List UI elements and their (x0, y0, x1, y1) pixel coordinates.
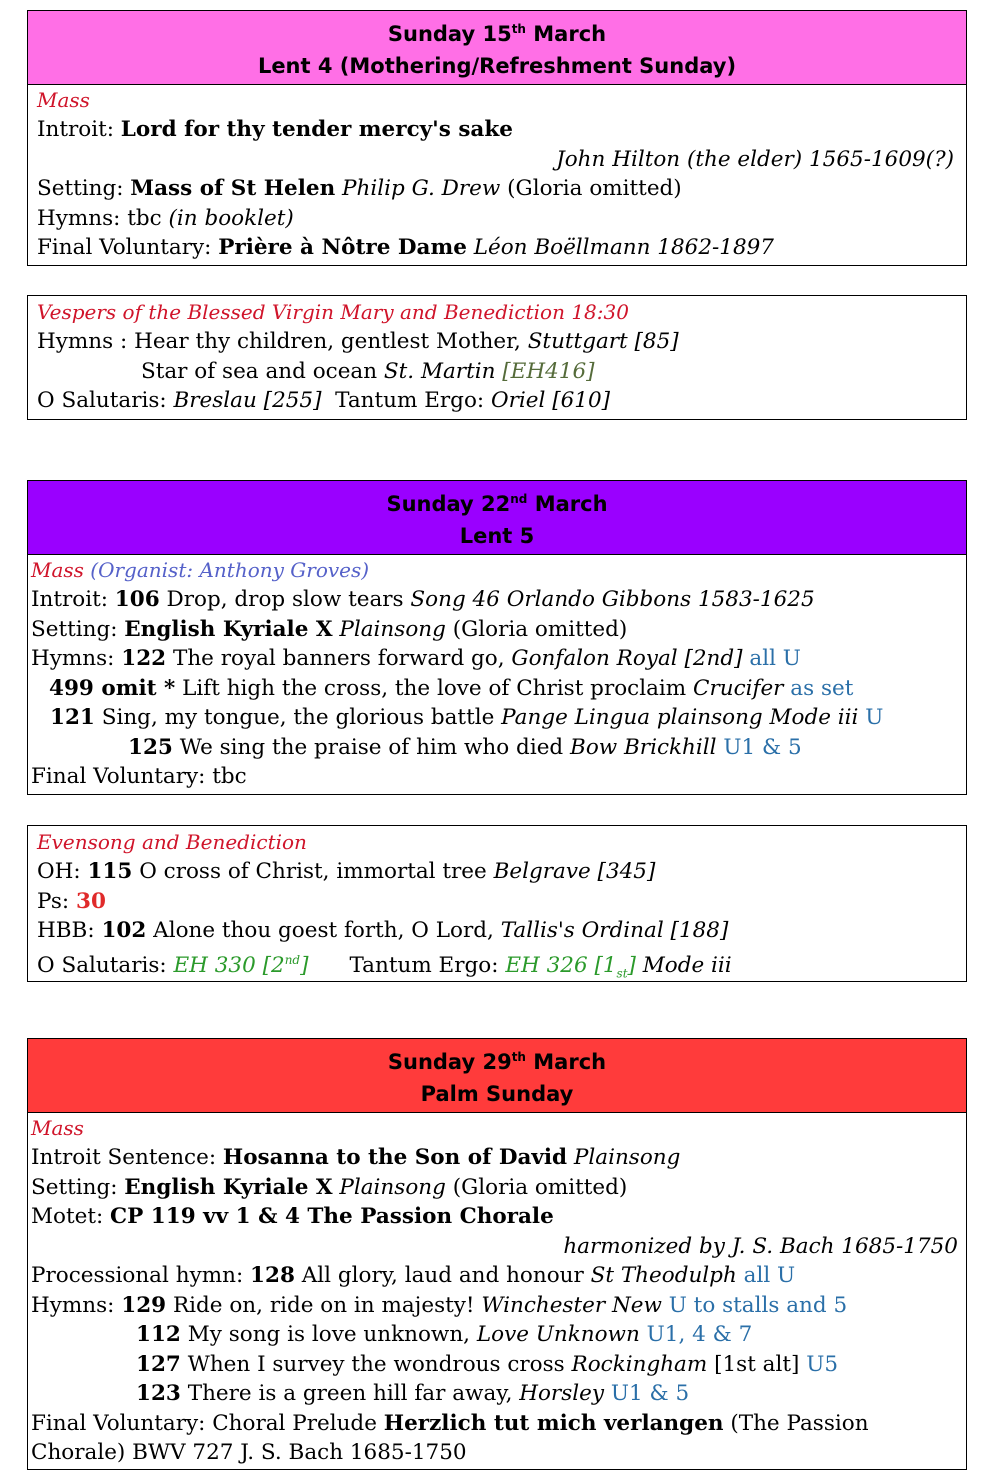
text: Lift high the cross, the love of Christ proclaim (175, 675, 693, 701)
tune: Horsley (519, 1381, 604, 1406)
tune: Winchester New (481, 1292, 662, 1318)
label: Hymns: (31, 1292, 122, 1318)
label: Introit: (37, 117, 121, 142)
date-text: Sunday 29 (387, 1050, 512, 1074)
mode: Mode iii (635, 952, 732, 978)
section-title: Vespers of the Blessed Virgin Mary and Benediction 18:30 (37, 300, 629, 324)
organist-note: (Organist: Anthony Groves) (83, 558, 370, 582)
piece-title: Lord for thy tender mercy's sake (120, 117, 513, 142)
setting-line (31, 615, 966, 645)
evensong-box (27, 825, 967, 982)
label: Ps: (37, 888, 77, 914)
performance-note: as set (783, 675, 854, 701)
performance-note: U (858, 705, 884, 730)
final-voluntary-line (31, 1409, 966, 1439)
tune: Plainsong (332, 1174, 446, 1200)
performance-note: U1 & 5 (604, 1381, 690, 1406)
tune-text: EH 330 [2 (173, 952, 285, 978)
tune-sup: nd (284, 952, 301, 967)
label: Introit Sentence: (31, 1145, 223, 1170)
text: There is a green hill far away, (180, 1381, 520, 1406)
label: O Salutaris: (37, 388, 174, 413)
benediction-line (37, 386, 966, 416)
tune: Plainsong (332, 616, 446, 642)
tune-close: ] (627, 952, 636, 978)
tune: Tallis's Ordinal [188] (500, 918, 729, 943)
text: Ride on, ride on in majesty! (166, 1292, 482, 1318)
hymn-number: 128 (250, 1263, 295, 1288)
ref: [EH416] (495, 358, 595, 384)
hymn-number: 123 (136, 1381, 181, 1406)
date-month: March (525, 22, 607, 46)
performance-note: all U (736, 1263, 796, 1288)
composer: Philip G. Drew (335, 176, 501, 201)
lent4-title: Lent 4 (Mothering/Refreshment Sunday) (257, 54, 737, 78)
tune: Belgrave [345] (493, 859, 656, 884)
alt-note: [1st alt] (707, 1351, 800, 1377)
date-text: Sunday 22 (386, 492, 511, 516)
hymn-line (31, 703, 966, 733)
section-title: Mass (37, 88, 90, 112)
final-voluntary-line (37, 233, 966, 263)
hbb-line (37, 916, 966, 946)
tune: Stuttgart [85] (527, 329, 679, 354)
hymns-line (37, 204, 966, 234)
date-month: March (525, 1050, 607, 1074)
tune: St Theodulph (590, 1263, 737, 1288)
label: Final Voluntary: Choral Prelude (31, 1410, 384, 1436)
hymn-line (31, 733, 966, 763)
hymn-number: 125 (128, 734, 173, 760)
note: (The Passion (723, 1410, 869, 1436)
motet-line (31, 1202, 966, 1232)
date-sup: nd (510, 492, 528, 506)
label: Setting: (31, 1174, 125, 1200)
hymn-number: 127 (136, 1351, 181, 1377)
text: Hymns : Hear thy children, gentlest Mother, (37, 329, 528, 354)
lent5-date (28, 483, 966, 520)
label: HBB: (37, 918, 102, 943)
performance-note: U1 & 5 (716, 734, 802, 760)
text: The royal banners forward go, (166, 646, 512, 671)
piece-title: Herzlich tut mich verlangen (383, 1410, 724, 1436)
section-title: Mass (31, 1116, 84, 1140)
text: Star of sea and ocean (141, 358, 384, 384)
section-text: Mass (31, 558, 84, 582)
tune: Gonfalon Royal [2nd] (511, 646, 743, 671)
text: Drop, drop slow tears (159, 587, 411, 612)
tune: Pange Lingua plainsong Mode iii (501, 705, 859, 730)
palm-sunday-box (27, 1038, 967, 1470)
piece-title: CP 119 vv 1 & 4 The Passion Chorale (110, 1204, 554, 1229)
hymn-number: 112 (136, 1322, 181, 1347)
setting-line (31, 1173, 966, 1203)
piece-title: Mass of St Helen (130, 176, 336, 201)
hymn-number: 129 (121, 1292, 167, 1318)
hymn-number: 121 (50, 705, 95, 730)
text: When I survey the wondrous cross (180, 1351, 572, 1377)
text: All glory, laud and honour (294, 1263, 591, 1288)
text: O cross of Christ, immortal tree (132, 859, 494, 884)
hymn-line (31, 1291, 966, 1321)
hymn-line (31, 1350, 966, 1380)
psalm-number: 30 (76, 888, 106, 914)
benediction-line (37, 946, 966, 989)
note: (Gloria omitted) (500, 176, 682, 201)
palm-date (28, 1041, 966, 1078)
piece-title: Prière à Nôtre Dame (218, 235, 467, 260)
lent5-header (28, 481, 966, 555)
label: Tantum Ergo: (308, 952, 506, 978)
tune: Plainsong (567, 1145, 681, 1170)
final-voluntary-line: Final Voluntary: tbc (31, 764, 247, 789)
label: Hymns: (31, 646, 122, 671)
tune (505, 953, 636, 978)
lent4-box (27, 10, 967, 266)
piece-title: English Kyriale X (124, 1174, 333, 1200)
hymn-number: 106 (114, 587, 160, 612)
office-hymn-line (37, 857, 966, 887)
hymn-number: 115 (87, 859, 133, 884)
text: Sing, my tongue, the glorious battle (94, 705, 502, 730)
introit-line (31, 1143, 966, 1173)
hymn-line (37, 357, 966, 387)
performance-note: U to stalls and 5 (661, 1292, 848, 1318)
label: O Salutaris: (37, 952, 174, 978)
tune: Oriel [610] (490, 388, 611, 413)
hymn-line (37, 327, 966, 357)
hymn-number: 499 omit * (49, 675, 176, 701)
piece-title: Hosanna to the Son of David (222, 1145, 568, 1170)
hymn-line (31, 674, 966, 704)
tune: Rockingham (571, 1351, 708, 1377)
section-title: Evensong and Benediction (37, 830, 307, 854)
psalm-line (37, 887, 966, 917)
tune-sup: st (616, 965, 628, 980)
hymn-line (31, 644, 966, 674)
tune-close: ] (300, 952, 309, 978)
tune: Crucifer (693, 675, 784, 701)
tune-text: EH 326 [1 (505, 952, 617, 978)
tune: Breslau [255] (173, 388, 322, 413)
tune (173, 953, 308, 978)
processional-line (31, 1261, 966, 1291)
final-voluntary-line-2: Chorale) BWV 727 J. S. Bach 1685-1750 (31, 1440, 467, 1465)
note: (Gloria omitted) (445, 616, 628, 642)
tune: St. Martin (383, 358, 496, 384)
date-text: Sunday 15 (387, 22, 512, 46)
introit-line (37, 115, 966, 145)
tune: Song 46 Orlando Gibbons 1583-1625 (410, 587, 815, 612)
hymn-line (31, 1379, 966, 1409)
date-month: March (527, 492, 608, 516)
note: (Gloria omitted) (445, 1174, 628, 1200)
lent5-box (27, 480, 967, 795)
piece-title: English Kyriale X (124, 616, 333, 642)
performance-note: U5 (799, 1351, 839, 1377)
composer-line: John Hilton (the elder) 1565-1609(?) (556, 146, 954, 172)
setting-line (37, 174, 966, 204)
tune: Love Unknown (476, 1322, 640, 1347)
lent4-header (28, 11, 966, 85)
date-sup: th (511, 1050, 526, 1064)
label: Setting: (31, 616, 125, 642)
introit-line (31, 585, 966, 615)
label: Introit: (31, 587, 115, 612)
hymn-line (31, 1320, 966, 1350)
label: Setting: (37, 176, 131, 201)
text: We sing the praise of him who died (172, 734, 571, 760)
lent5-title: Lent 5 (459, 524, 535, 548)
performance-note: U1, 4 & 7 (639, 1322, 753, 1347)
palm-title: Palm Sunday (420, 1082, 574, 1106)
hymn-number: 122 (121, 646, 167, 671)
note: (in booklet) (168, 205, 294, 231)
lent4-date (28, 13, 966, 50)
hymn-number: 102 (101, 918, 147, 943)
label: Tantum Ergo: (321, 388, 491, 413)
tune: Bow Brickhill (570, 734, 717, 760)
date-sup: th (511, 22, 526, 36)
text: Alone thou goest forth, O Lord, (146, 918, 501, 943)
label: Hymns: tbc (37, 205, 169, 231)
text: My song is love unknown, (180, 1322, 477, 1347)
label: Final Voluntary: (37, 235, 219, 260)
palm-header (28, 1039, 966, 1113)
label: Processional hymn: (31, 1263, 251, 1288)
label: Motet: (31, 1204, 111, 1229)
composer-line: harmonized by J. S. Bach 1685-1750 (563, 1233, 958, 1259)
section-title (31, 555, 966, 585)
vespers-box (27, 295, 967, 420)
label: OH: (37, 859, 88, 884)
performance-note: all U (742, 646, 801, 671)
composer: Léon Boëllmann 1862-1897 (466, 235, 774, 260)
